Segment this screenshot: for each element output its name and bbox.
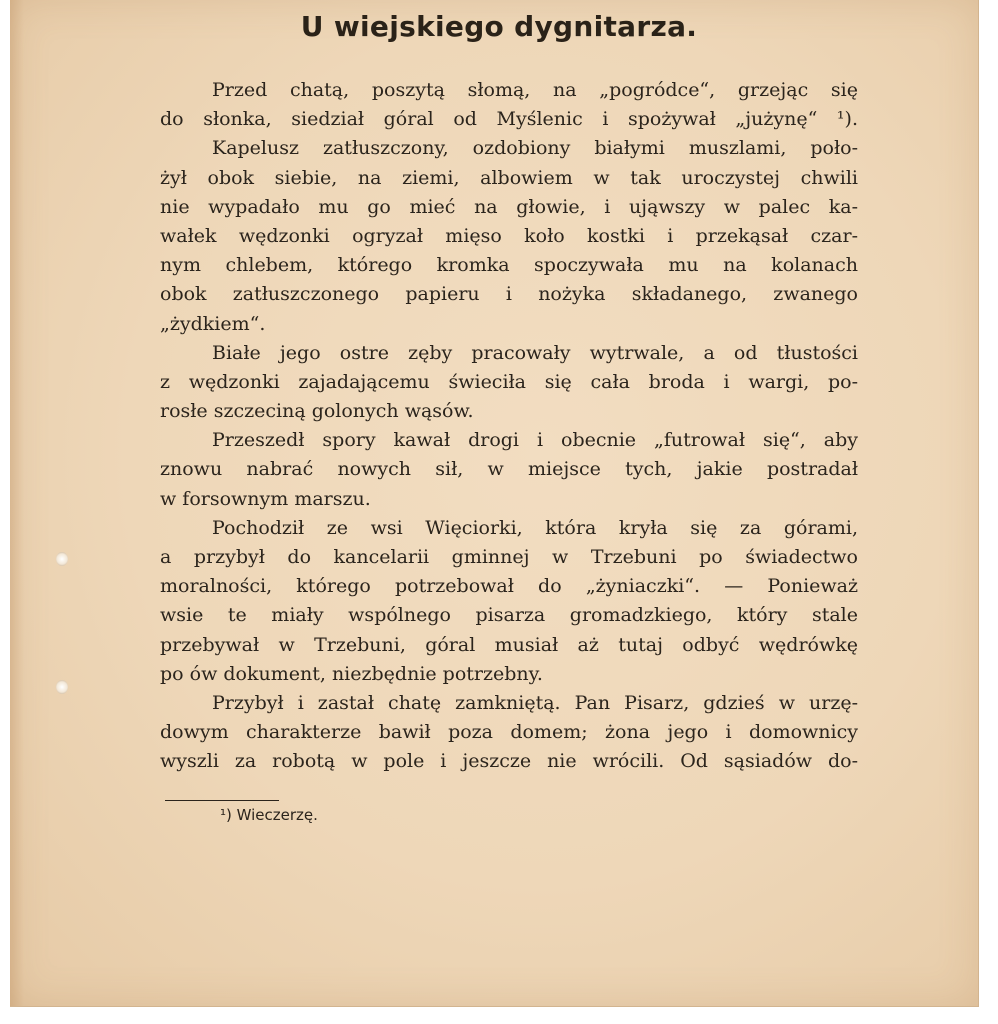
text-line: nym chlebem, którego kromka spoczywała mu na kolanach: [160, 254, 858, 277]
footnote: ¹) Wieczerzę.: [220, 806, 318, 824]
text-line: przebywał w Trzebuni, góral musiał aż tutaj odbyć wędrówkę: [160, 633, 858, 656]
text-line: po ów dokument, niezbędnie potrzebny.: [160, 662, 543, 685]
text-line: wałek wędzonki ogryzał mięso koło kostki i przekąsał czar-: [160, 224, 858, 247]
text-line: żył obok siebie, na ziemi, albowiem w tak uroczystej chwili: [160, 166, 858, 189]
text-line: znowu nabrać nowych sił, w miejsce tych, jakie postradał: [160, 458, 858, 481]
page-title: U wiejskiego dygnitarza.: [300, 10, 698, 43]
text-line: z wędzonki zajadającemu świeciła się cała broda i wargi, po-: [160, 370, 858, 393]
text-line: rosłe szczeciną golonych wąsów.: [160, 400, 474, 423]
text-line: wyszli za robotą w pole i jeszcze nie wrócili. Od sąsiadów do-: [160, 750, 858, 773]
text-line: Przed chatą, poszytą słomą, na „pogródce“, grzejąc się: [212, 79, 858, 101]
binding-hole-top: [56, 552, 68, 566]
footnote-separator: [165, 800, 279, 801]
text-line: w forsownym marszu.: [160, 487, 371, 510]
text-line: obok zatłuszczonego papieru i nożyka składanego, zwanego: [160, 283, 858, 306]
text-line: a przybył do kancelarii gminnej w Trzebuni po świadectwo: [160, 546, 858, 568]
text-line: Białe jego ostre zęby pracowały wytrwale, a od tłustości: [212, 341, 858, 364]
binding-hole-bottom: [56, 680, 68, 694]
text-line: do słonka, siedział góral od Myślenic i spożywał „jużynę“ ¹).: [160, 108, 858, 131]
body-text: [160, 76, 858, 777]
text-line: nie wypadało mu go mieć na głowie, i ująwszy w palec ka-: [160, 195, 858, 218]
text-line: moralności, którego potrzebował do „żyniaczki“. — Ponieważ: [160, 575, 858, 598]
text-line: Przeszedł spory kawał drogi i obecnie „futrował się“, aby: [212, 429, 858, 452]
text-line: wsie te miały wspólnego pisarza gromadzkiego, który stale: [160, 604, 858, 627]
text-line: „żydkiem“.: [160, 312, 266, 335]
text-line: dowym charakterze bawił poza domem; żona jego i domownicy: [160, 721, 858, 744]
text-line: Przybył i zastał chatę zamkniętą. Pan Pisarz, gdzieś w urzę-: [212, 691, 858, 714]
text-line: Kapelusz zatłuszczony, ozdobiony białymi muszlami, poło-: [212, 137, 858, 160]
text-line: Pochodził ze wsi Więciorki, która kryła się za górami,: [212, 516, 858, 539]
